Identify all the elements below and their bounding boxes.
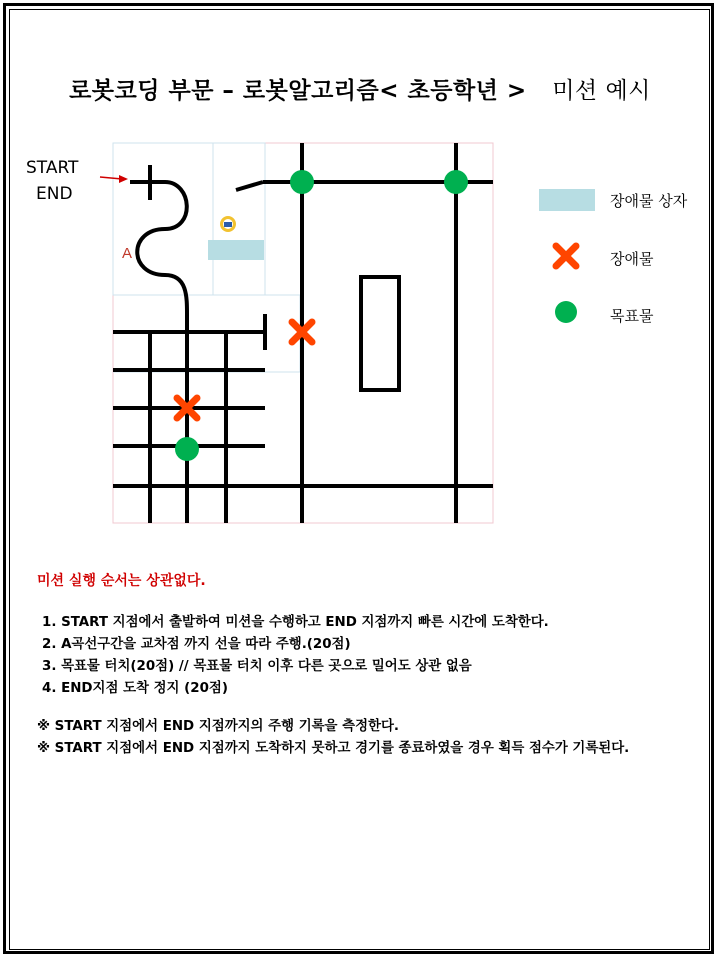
start-label: START bbox=[26, 158, 79, 178]
track-diagonal bbox=[236, 182, 263, 190]
rule-item: 1. START 지점에서 출발하여 미션을 수행하고 END 지점까지 빠른 시간에 도착한다. bbox=[42, 615, 549, 630]
legend-target-label: 목표물 bbox=[610, 307, 654, 325]
start-arrow-line bbox=[100, 177, 122, 179]
legend-box-symbol bbox=[539, 189, 595, 211]
title-suffix: 미션 예시 bbox=[552, 78, 651, 104]
rules-list bbox=[42, 612, 549, 700]
target-3 bbox=[175, 437, 199, 461]
legend-obstacle-label: 장애물 bbox=[610, 250, 654, 268]
rule-item: 4. END지점 도착 정지 (20점) bbox=[42, 681, 228, 696]
start-arrow-head bbox=[119, 175, 128, 183]
track-center-rect bbox=[361, 277, 399, 390]
targets bbox=[175, 170, 468, 461]
notes-list bbox=[37, 716, 629, 760]
target-1 bbox=[290, 170, 314, 194]
title-main: 로봇코딩 부문 – 로봇알고리즘< 초등학년 > bbox=[69, 78, 527, 104]
note-item: ※ START 지점에서 END 지점까지 도착하지 못하고 경기를 종료하였을 경우 획득 점수가 기록된다. bbox=[37, 741, 630, 756]
obstacle-box bbox=[208, 240, 264, 260]
map-guides-blue bbox=[113, 143, 300, 372]
guide-cell-start bbox=[113, 143, 265, 295]
start-arrow bbox=[100, 175, 128, 183]
legend-box-label: 장애물 상자 bbox=[610, 192, 688, 210]
end-label: END bbox=[36, 184, 73, 204]
legend-target-symbol bbox=[555, 301, 577, 323]
notice-text: 미션 실행 순서는 상관없다. bbox=[37, 573, 206, 589]
rule-item: 2. A곡선구간을 교차점 까지 선을 따라 주행.(20점) bbox=[42, 637, 351, 652]
rule-item: 3. 목표물 터치(20점) // 목표물 터치 이후 다른 곳으로 밀어도 상관 없음 bbox=[42, 659, 472, 674]
track-s-curve bbox=[137, 182, 187, 412]
emblem-icon bbox=[220, 216, 236, 232]
target-2 bbox=[444, 170, 468, 194]
legend-obstacle-symbol bbox=[556, 246, 576, 266]
note-item: ※ START 지점에서 END 지점까지의 주행 기록을 측정한다. bbox=[37, 719, 399, 734]
curve-label-a: A bbox=[122, 245, 133, 262]
